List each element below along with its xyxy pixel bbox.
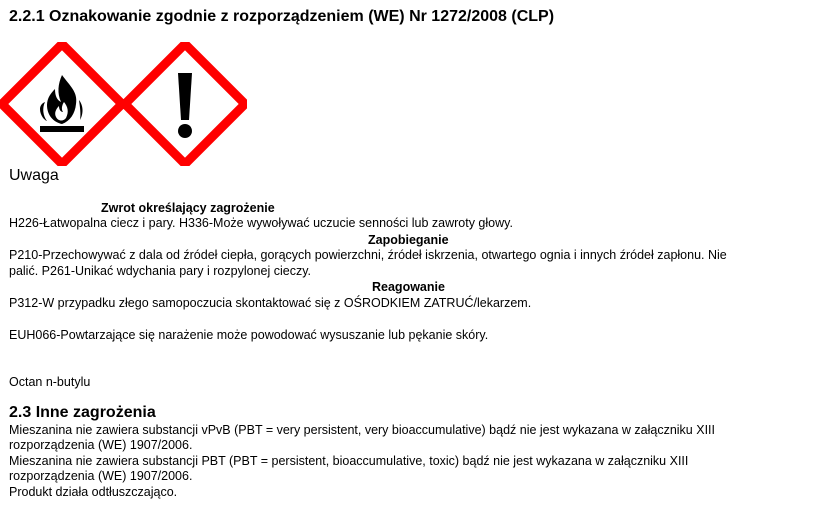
response-statement: P312-W przypadku złego samopoczucia skontaktować się z OŚRODKIEM ZATRUĆ/lekarzem.: [9, 296, 532, 310]
other-hazards-line-1: Mieszanina nie zawiera substancji vPvB (PBT = very persistent, very bioaccumulative) bądź nie jest wykazana w załączniku XIII: [9, 423, 715, 437]
other-hazards-line-4: rozporządzenia (WE) 1907/2006.: [9, 469, 193, 483]
section-title-2-3: 2.3 Inne zagrożenia: [9, 404, 156, 421]
response-heading: Reagowanie: [372, 280, 445, 294]
prevention-line-2: palić. P261-Unikać wdychania pary i rozpylonej cieczy.: [9, 264, 311, 278]
exclamation-pictogram-icon: [123, 42, 247, 166]
hazard-heading: Zwrot określający zagrożenie: [101, 201, 275, 215]
other-hazards-line-5: Produkt działa odtłuszczająco.: [9, 485, 178, 499]
euh-statement: EUH066-Powtarzające się narażenie może powodować wysuszanie lub pękanie skóry.: [9, 328, 489, 342]
section-title-2-2-1: 2.2.1 Oznakowanie zgodnie z rozporządzeniem (WE) Nr 1272/2008 (CLP): [9, 8, 555, 25]
component-name: Octan n-butylu: [9, 375, 91, 389]
hazard-statements: H226-Łatwopalna ciecz i pary. H336-Może wywoływać uczucie senności lub zawroty głowy.: [9, 216, 513, 230]
flame-pictogram-icon: [0, 42, 124, 166]
other-hazards-line-3: Mieszanina nie zawiera substancji PBT (PBT = persistent, bioaccumulative, toxic) bądź nie jest wykazana w załączniku XIII: [9, 454, 689, 468]
prevention-line-1: P210-Przechowywać z dala od źródeł ciepła, gorących powierzchni, źródeł iskrzenia, otwartego ognia i innych źródeł zapłonu. Nie: [9, 248, 727, 262]
other-hazards-line-2: rozporządzenia (WE) 1907/2006.: [9, 438, 193, 452]
signal-word: Uwaga: [9, 167, 59, 184]
prevention-heading: Zapobieganie: [368, 233, 449, 247]
